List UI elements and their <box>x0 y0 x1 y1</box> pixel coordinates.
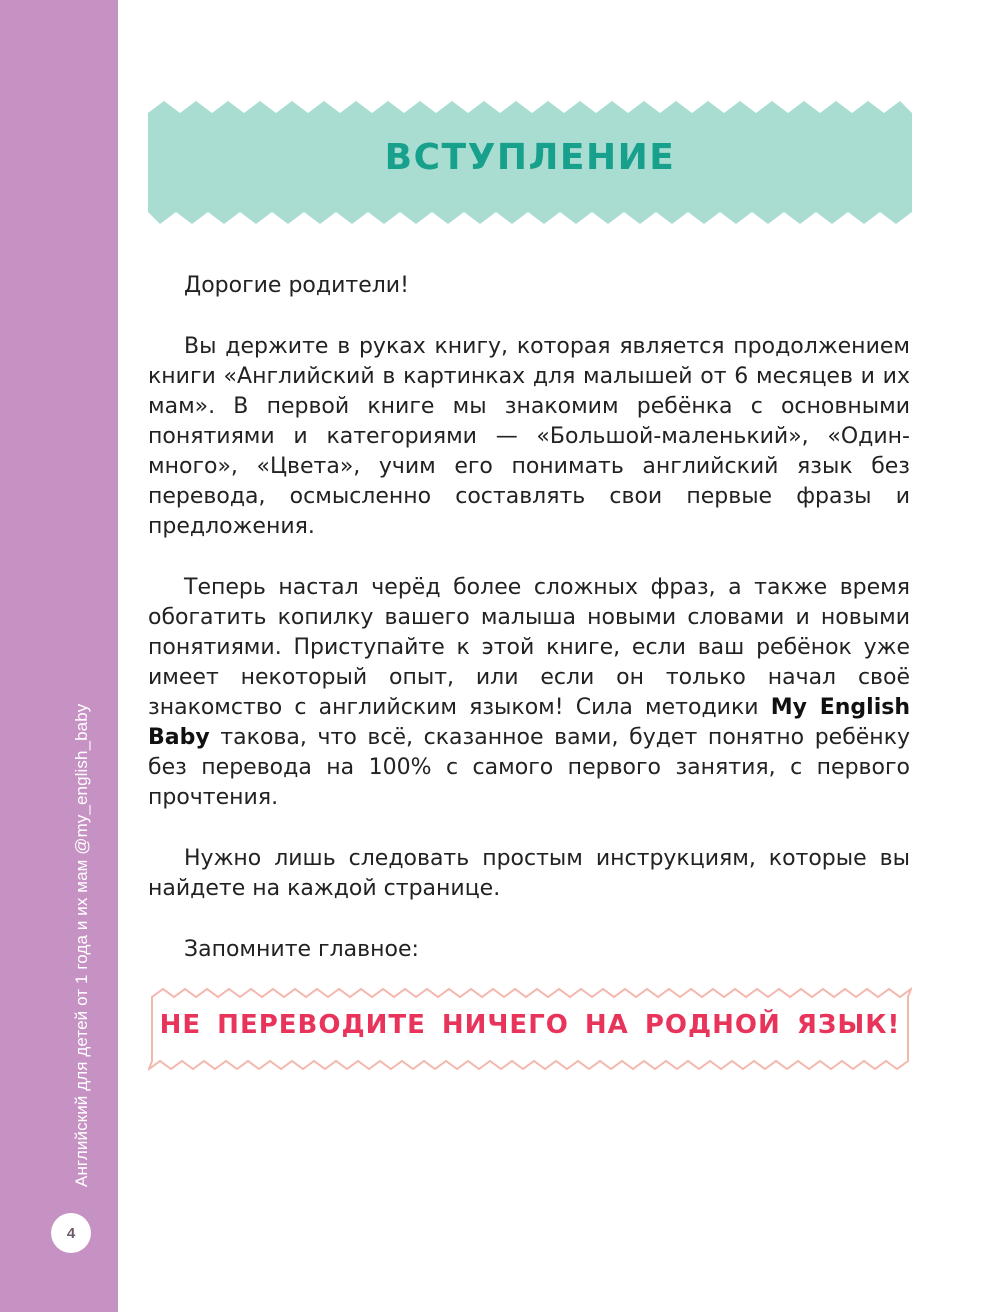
paragraph-2 <box>148 573 910 813</box>
paragraph-1: Вы держите в руках книгу, которая является продолжением книги «Английский в картинках для малышей от 6 месяцев и их мам». В первой книге мы знакомим ребёнка с основными понятиями и категориями — «Большой-маленький», «Один-много», «Цвета», учим его понимать английский язык без перевода, осмысленно составлять свои первые фразы и предложения. <box>148 334 910 539</box>
intro-text <box>148 271 910 965</box>
paragraph-2-end: такова, что всё, сказанное вами, будет понятно ребёнку без перевода на 100% с самого первого занятия, с первого прочтения. <box>148 725 910 810</box>
running-title: Английский для детей от 1 года и их мам @my_english_baby <box>72 703 91 1187</box>
sidebar-strip <box>0 0 118 1312</box>
paragraph-2-start: Теперь настал черёд более сложных фраз, а также время обогатить копилку вашего малыша новыми словами и новыми понятиями. Приступайте к этой книге, если ваш ребёнок уже имеет некоторый опыт, или если он только начал своё знакомство с английским языком! Сила методики <box>148 575 910 720</box>
callout-text: НЕ ПЕРЕВОДИТЕ НИЧЕГО НА РОДНОЙ ЯЗЫК! <box>159 1010 901 1040</box>
page-title: ВСТУПЛЕНИЕ <box>384 137 676 178</box>
brand-name: My English Baby <box>148 695 910 750</box>
paragraph-4: Запомните главное: <box>184 937 419 962</box>
page-number-badge: 4 <box>51 1213 91 1253</box>
greeting-paragraph: Дорогие родители! <box>184 273 409 298</box>
paragraph-3: Нужно лишь следовать простым инструкциям, которые вы найдете на каждой странице. <box>148 846 910 901</box>
